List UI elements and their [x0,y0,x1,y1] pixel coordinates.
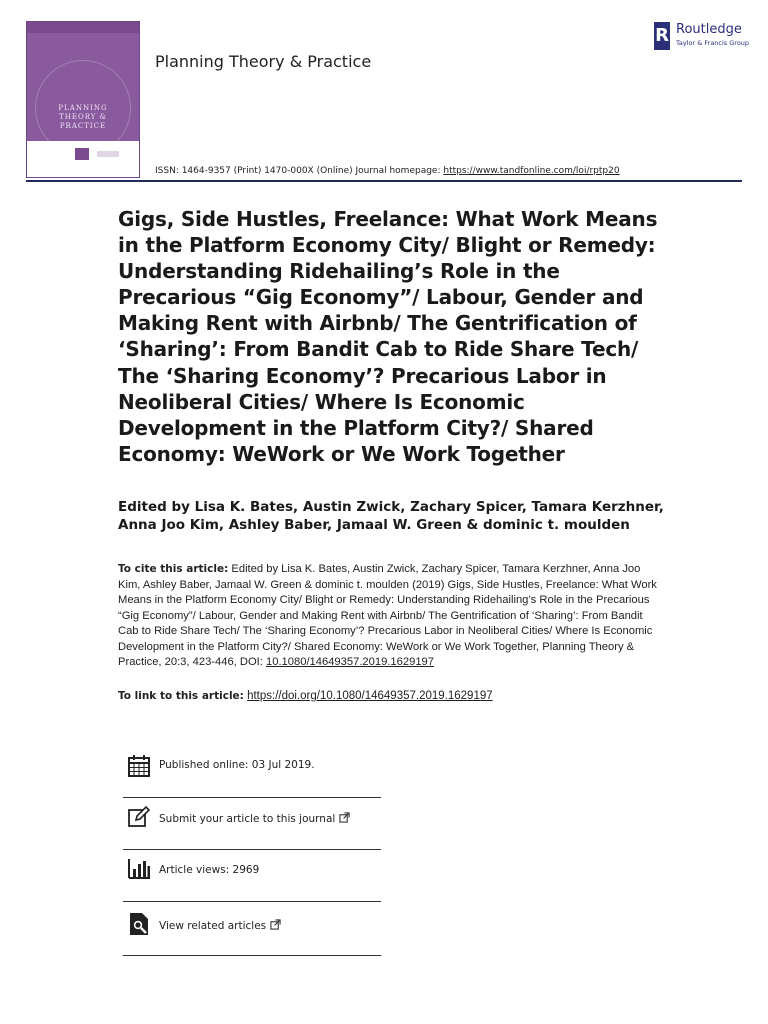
external-link-icon [270,919,281,930]
published-row [123,746,381,798]
external-link-icon [339,812,350,823]
article-views: Article views: 2969 [159,864,260,876]
submit-article-link[interactable]: Submit your article to this journal [159,812,350,825]
publisher-subtitle: Taylor & Francis Group [676,39,750,47]
article-link-line [118,690,678,702]
article-link-label: To link to this article: [118,690,244,702]
edit-icon [127,805,151,829]
journal-homepage-link[interactable]: https://www.tandfonline.com/loi/rptp20 [443,166,620,176]
citation-block [118,562,658,671]
publisher-logo [654,22,752,52]
citation-label: To cite this article: [118,563,229,575]
citation-doi-link[interactable]: 10.1080/14649357.2019.1629197 [266,656,434,668]
issn-line [155,166,620,176]
article-title: Gigs, Side Hustles, Freelance: What Work Means in the Platform Economy City/ Blight or Remedy: Understanding Ridehailing’s Role in the Precarious “Gig Economy”/ Labour, Gender and Making Rent with Airbnb/ The Gentrification of ‘Sharing’: From Bandit Cab to Ride Share Tech/ The ‘Sharing Economy’? Precarious Labor in Neoliberal Cities/ Where Is Economic Development in the Platform City?/ Shared Economy: WeWork or We Work Together [118,207,658,466]
submit-row[interactable] [123,798,381,850]
journal-name: Planning Theory & Practice [155,52,372,71]
views-row [123,850,381,902]
bar-chart-icon [127,857,151,881]
related-articles-link[interactable]: View related articles [159,919,281,932]
journal-cover-image [26,21,140,178]
related-row[interactable] [123,904,381,956]
cover-title: PLANNING THEORY & PRACTICE [58,104,108,130]
publisher-name: Routledge [676,22,742,37]
routledge-logo-icon: R [654,22,670,50]
issn-text: ISSN: 1464-9357 (Print) 1470-000X (Online) Journal homepage: [155,166,444,176]
article-authors: Edited by Lisa K. Bates, Austin Zwick, Zachary Spicer, Tamara Kerzhner, Anna Joo Kim, Ashley Baber, Jamaal W. Green & dominic t. moulden [118,499,664,533]
search-document-icon [127,912,151,936]
citation-text: Edited by Lisa K. Bates, Austin Zwick, Zachary Spicer, Tamara Kerzhner, Anna Joo Kim, Ashley Baber, Jamaal W. Green & dominic t. moulden (2019) Gigs, Side Hustles, Freelance: What Work Means in the Platform Economy City/ Blight or Remedy: Understanding Ridehailing’s Role in the Precarious “Gig Economy”/ Labour, Gender and Making Rent with Airbnb/ The Gentrification of ‘Sharing’: From Bandit Cab to Ride Share Tech/ The ‘Sharing Economy’? Precarious Labor in Neoliberal Cities/ Where Is Economic Development in the Platform City?/ Shared Economy: WeWork or We Work Together, Planning Theory & Practice, 20:3, 423-446, DOI: [118,563,657,668]
article-doi-link[interactable]: https://doi.org/10.1080/14649357.2019.1629197 [247,690,493,702]
published-date: Published online: 03 Jul 2019. [159,759,315,771]
header-divider [26,180,742,182]
calendar-icon [127,754,151,778]
